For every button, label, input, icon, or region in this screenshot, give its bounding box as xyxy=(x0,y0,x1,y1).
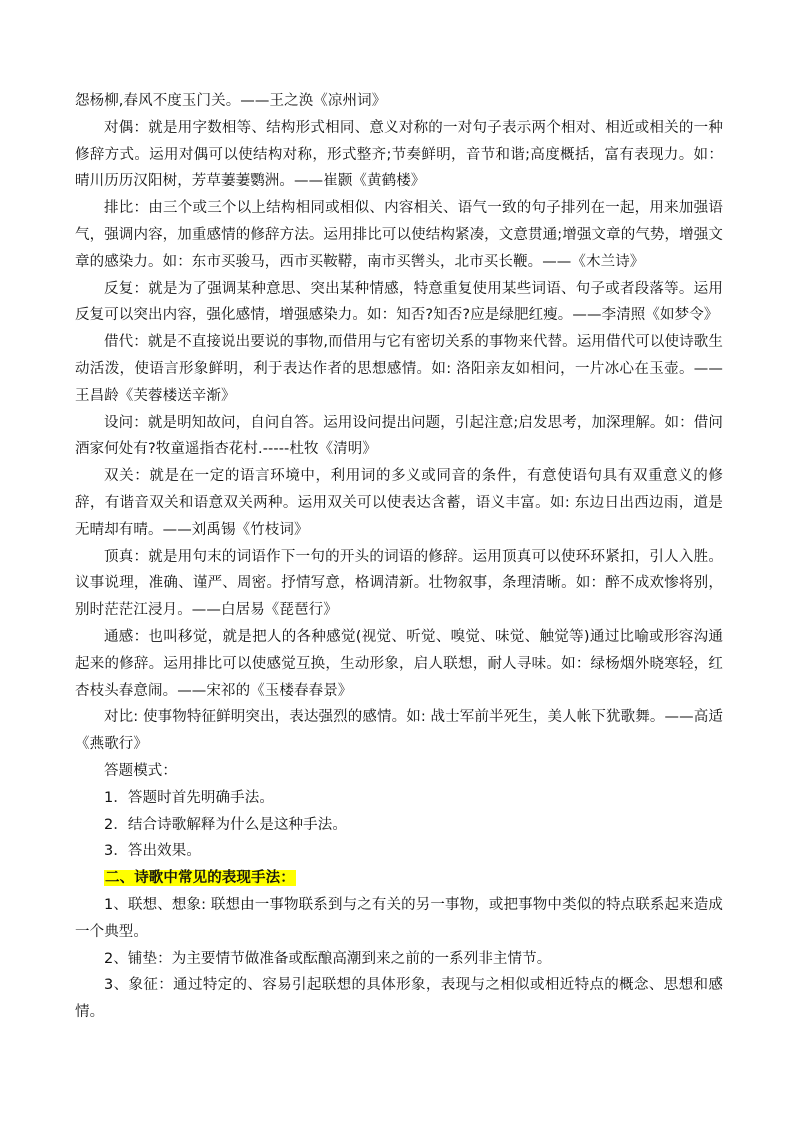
technique-item-2: 2、铺垫：为主要情节做准备或酝酿高潮到来之前的一系列非主情节。 xyxy=(104,950,552,967)
paragraph-shewen: 设问：就是明知故问，自问自答。运用设问提出问题，引起注意;启发思考，加深理解。如：借问酒家何处有?牧童遥指杏花村.-----杜牧《清明》 xyxy=(75,414,723,458)
technique-item-1: 1、联想、想象: 联想由一事物联系到与之有关的另一事物，或把事物中类似的特点联系起来造成一个典型。 xyxy=(75,896,723,940)
paragraph-paibi: 排比：由三个或三个以上结构相同或相似、内容相关、语气一致的句子排列在一起，用来加强语气，强调内容，加重感情的修辞方法。运用排比可以使结构紧凑，文意贯通;增强文章的气势，增强文章的感染力。如：东市买骏马，西市买鞍鞯，南市买辔头，北市买长鞭。——《木兰诗》 xyxy=(75,200,723,270)
paragraph-jiedai: 借代：就是不直接说出要说的事物,而借用与它有密切关系的事物来代替。运用借代可以使诗歌生动活泼，使语言形象鲜明，利于表达作者的思想感情。如: 洛阳亲友如相问，一片冰心在玉壶。——王昌龄《芙蓉楼送辛渐》 xyxy=(75,334,723,404)
document-page xyxy=(75,88,723,1026)
section-heading-text: 二、诗歌中常见的表现手法： xyxy=(105,870,295,887)
section-heading xyxy=(75,865,723,892)
answer-mode-label: 答题模式： xyxy=(104,762,177,779)
paragraph-tonggan: 通感：也叫移觉，就是把人的各种感觉(视觉、听觉、嗅觉、味觉、触觉等)通过比喻或形容沟通起来的修辞。运用排比可以使感觉互换，生动形象，启人联想，耐人寻味。如：绿杨烟外晓寒轻，红杏枝头春意闹。——宋祁的《玉楼春春景》 xyxy=(75,628,723,699)
technique-item-3: 3、象征：通过特定的、容易引起联想的具体形象，表现与之相似或相近特点的概念、思想和感情。 xyxy=(75,977,723,1021)
paragraph-poem-tail: 怨杨柳,春风不度玉门关。——王之涣《凉州词》 xyxy=(75,93,387,109)
answer-step-2: 2．结合诗歌解释为什么是这种手法。 xyxy=(104,816,347,833)
answer-step-1: 1．答题时首先明确手法。 xyxy=(104,789,274,806)
paragraph-shuangguan: 双关：就是在一定的语言环境中，利用词的多义或同音的条件，有意使语句具有双重意义的修辞，有谐音双关和语意双关两种。运用双关可以使表达含蓄，语义丰富。如: 东边日出西边雨，道是无晴却有晴。——刘禹锡《竹枝词》 xyxy=(75,468,723,538)
answer-step-3: 3．答出效果。 xyxy=(104,843,201,860)
paragraph-duibi: 对比: 使事物特征鲜明突出，表达强烈的感情。如: 战士军前半死生，美人帐下犹歌舞。——高适《燕歌行》 xyxy=(75,709,723,753)
paragraph-dingzhen: 顶真：就是用句末的词语作下一句的开头的词语的修辞。运用顶真可以使环环紧扣，引人入胜。 议事说理，准确、谨严、周密。抒情写意，格调清新。壮物叙事，条理清晰。如：醉不成欢惨将别，别时茫茫江浸月。——白居易《琵琶行》 xyxy=(75,548,723,619)
paragraph-fanfu: 反复：就是为了强调某种意思、突出某种情感，特意重复使用某些词语、句子或者段落等。运用反复可以突出内容，强化感情，增强感染力。如：知否?知否?应是绿肥红瘦。——李清照《如梦令》 xyxy=(75,280,723,324)
paragraph-duiou: 对偶：就是用字数相等、结构形式相同、意义对称的一对句子表示两个相对、相近或相关的一种修辞方式。运用对偶可以使结构对称，形式整齐;节奏鲜明，音节和谐;高度概括，富有表现力。如：晴川历历汉阳树，芳草萋萋鹦洲。——崔颢《黄鹤楼》 xyxy=(75,119,723,190)
